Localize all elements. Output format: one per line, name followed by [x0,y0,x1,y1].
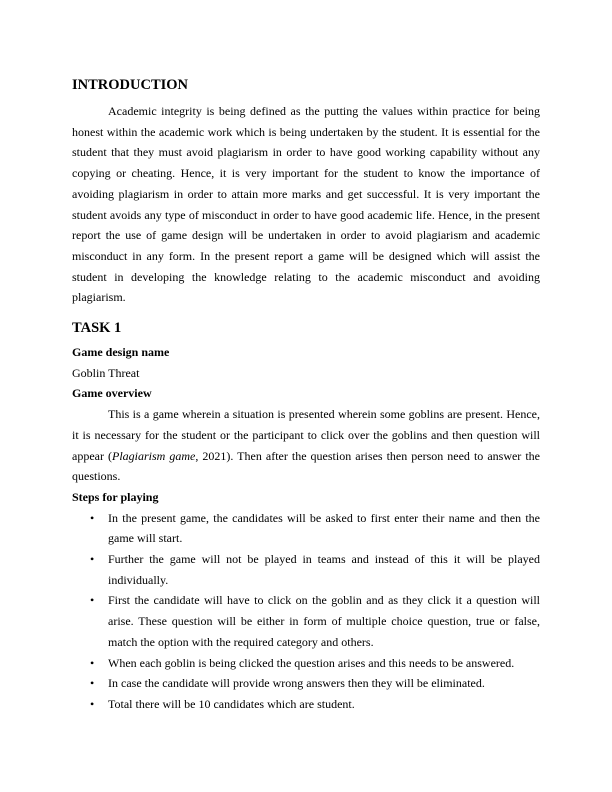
steps-list [72,508,540,715]
bullet-icon: • [90,593,95,608]
list-item-text: Further the game will not be played in teams and instead of this it will be played individually. [108,552,540,587]
list-item-text: Total there will be 10 candidates which are student. [108,696,355,711]
bullet-icon: • [90,552,95,567]
game-overview-paragraph [72,404,540,487]
steps-label: Steps for playing [72,489,159,504]
bullet-icon: • [90,696,95,711]
document-page [72,75,540,715]
list-item [72,590,540,652]
list-item-text: In case the candidate will provide wrong answers then they will be eliminated. [108,676,485,691]
bullet-icon: • [90,676,95,691]
list-item [72,653,540,674]
list-item-text: First the candidate will have to click on the goblin and as they click it a question will arise. These question will be either in form of multiple choice question, true or false, match the option with the required category and others. [108,593,540,649]
list-item [72,694,540,715]
introduction-paragraph: Academic integrity is being defined as the putting the values within practice for being honest within the academic work which is being undertaken by the student. It is essential for the student that they must avoid plagiarism in order to have good working capability without any copying or cheating. Hence, it is very important for the student to know the importance of avoiding plagiarism in order to attain more marks and get successful. It is very important the student avoids any type of misconduct in order to have good academic life. Hence, in the present report the use of game design will be undertaken in order to avoid plagiarism and academic misconduct in any form. In the present report a game will be designed which will assist the student in developing the knowledge relating to the academic misconduct and avoiding plagiarism. [72,104,540,305]
game-design-name-value: Goblin Threat [72,365,140,380]
list-item [72,673,540,694]
game-overview-text-before: This is a game wherein a situation is presented wherein some goblins are present. Hence, it is necessary for the student or the participant to click over the goblins and then question will appear ( [72,407,540,463]
list-item [72,549,540,590]
list-item [72,508,540,549]
list-item-text: When each goblin is being clicked the question arises and this needs to be answered. [108,655,515,670]
game-overview-text-after: , 2021). Then after the question arises then person need to answer the questions. [72,448,540,484]
bullet-icon: • [90,510,95,525]
list-item-text: In the present game, the candidates will be asked to first enter their name and then the game will start. [108,510,540,546]
citation-title: Plagiarism game [112,448,196,463]
game-overview-label: Game overview [72,386,152,401]
game-design-name-label: Game design name [72,345,170,360]
bullet-icon: • [90,655,95,670]
task1-heading: TASK 1 [72,320,122,337]
introduction-heading: INTRODUCTION [72,77,189,93]
